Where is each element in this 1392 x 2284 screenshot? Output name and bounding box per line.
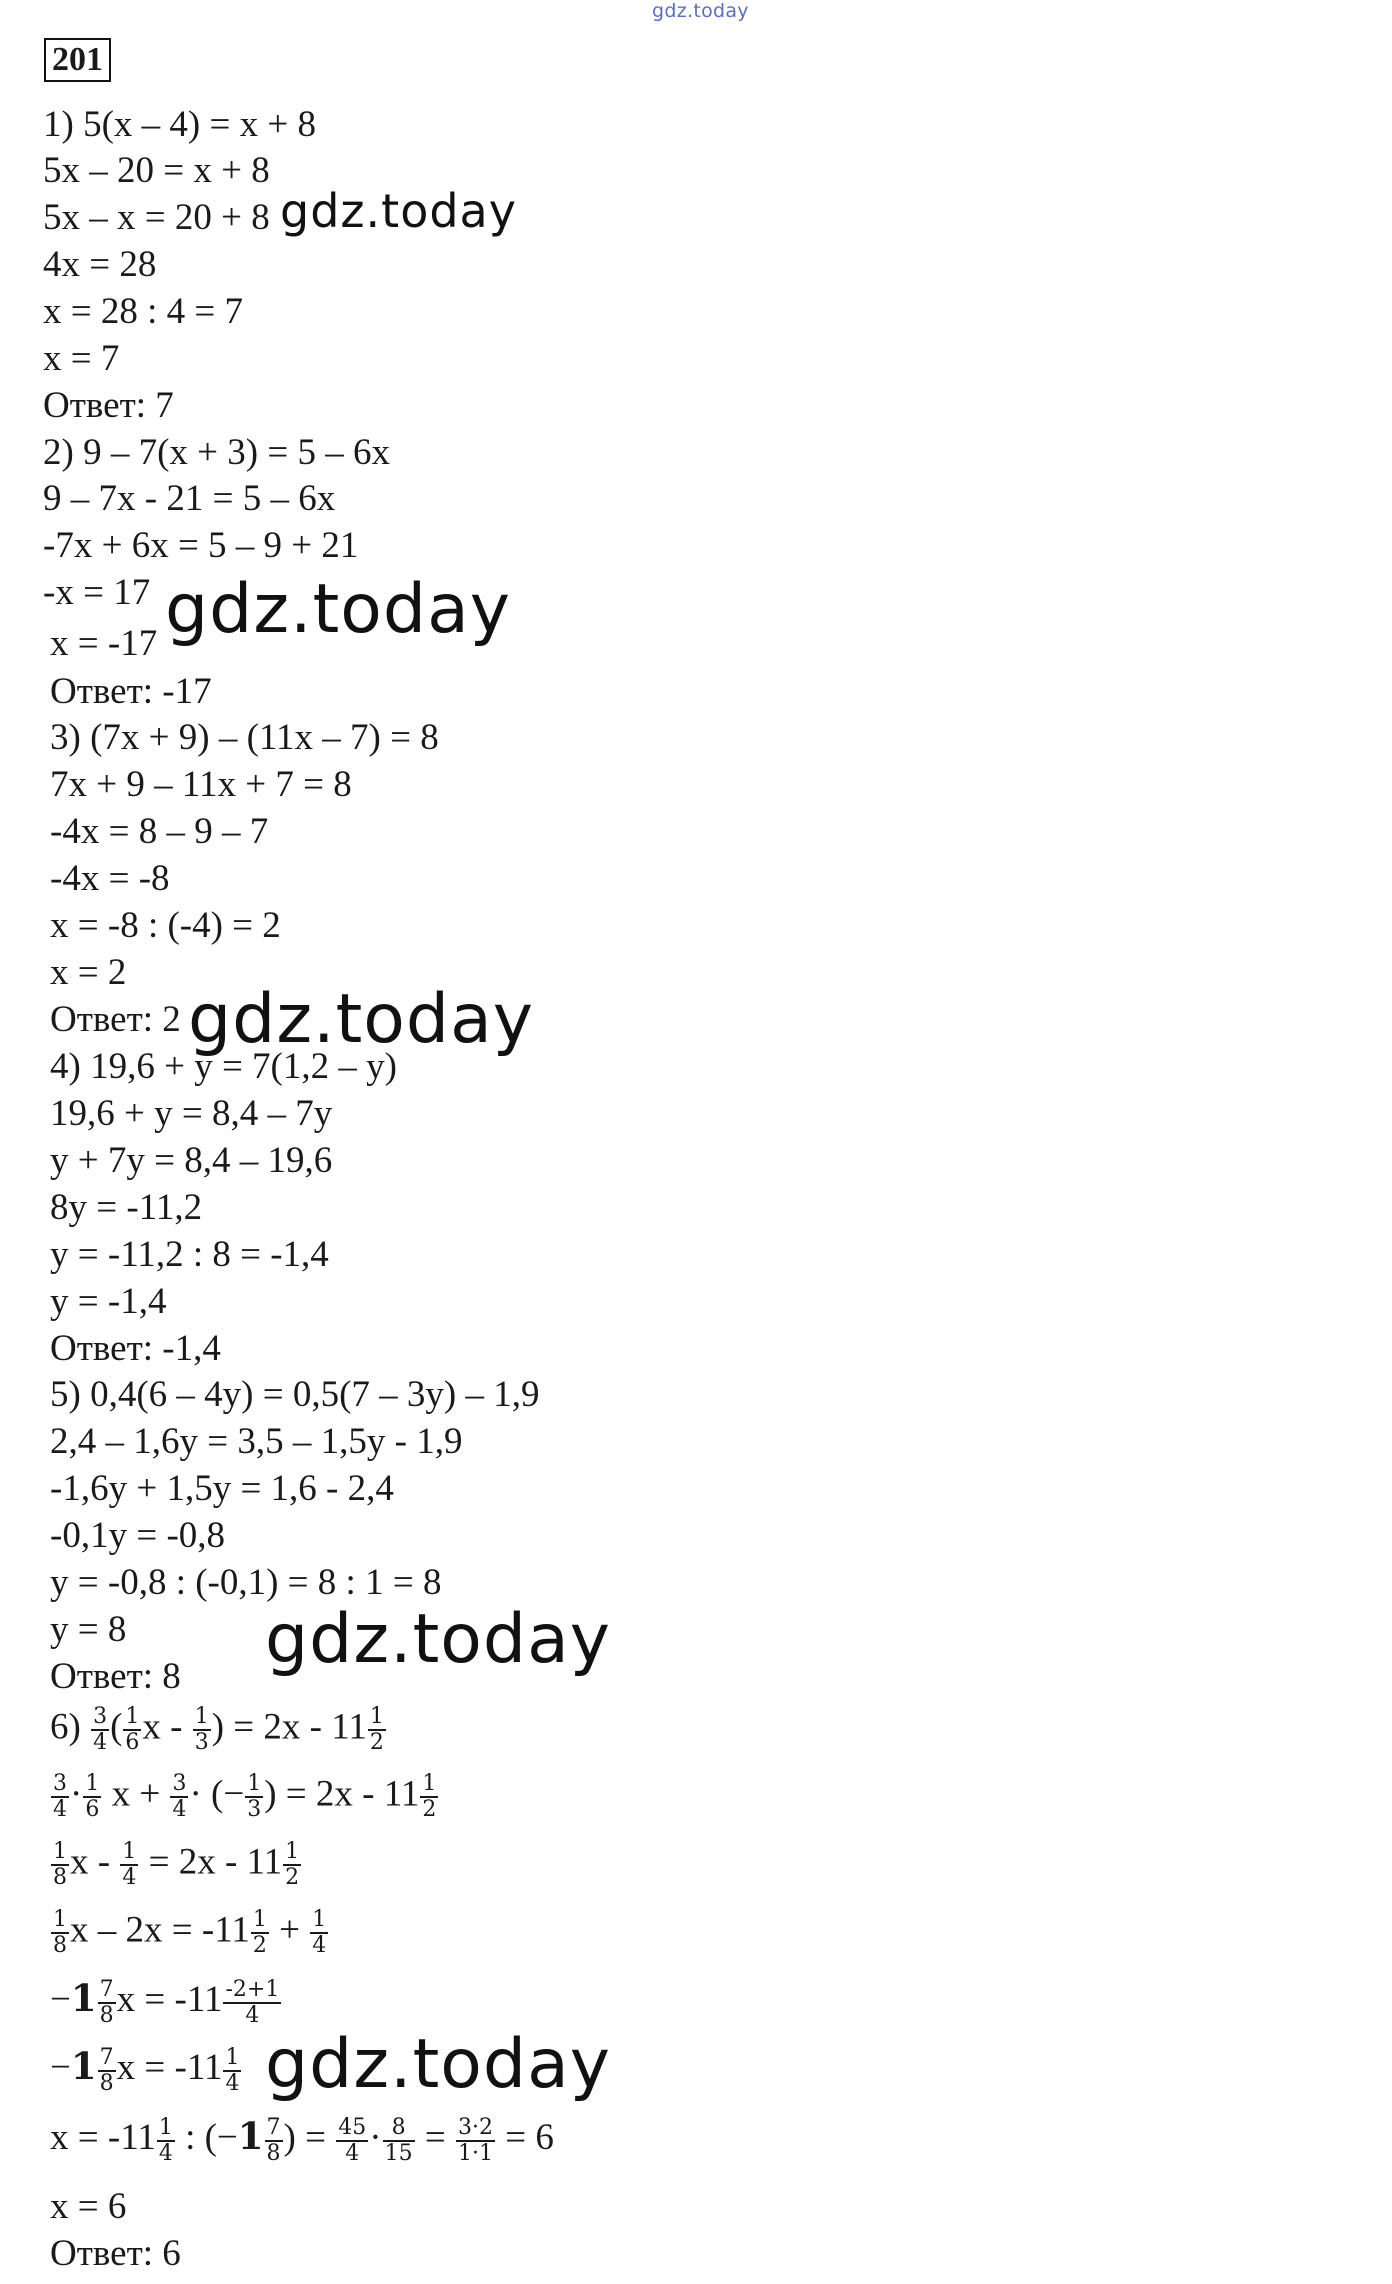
answer-line: Ответ: 2: [50, 999, 181, 1040]
text: (−: [201, 1773, 245, 1815]
denominator: 4: [53, 1797, 67, 1822]
line: -4x = -8: [50, 858, 170, 899]
line: 1) 5(x – 4) = x + 8: [43, 104, 316, 145]
text: = 2x - 11: [139, 1841, 283, 1883]
fraction: [98, 1978, 116, 2028]
line: 3) (7x + 9) – (11x – 7) = 8: [50, 717, 439, 758]
text: (: [110, 1706, 123, 1748]
text: ·: [189, 1773, 202, 1815]
line: y = 8: [50, 1609, 127, 1650]
numerator: 1: [247, 1771, 262, 1796]
denominator: 2: [422, 1797, 437, 1822]
watermark: gdz.today: [280, 184, 517, 238]
answer-line: Ответ: 8: [50, 1656, 181, 1697]
denominator: 4: [312, 1933, 327, 1958]
fraction: [123, 1705, 141, 1755]
text: x = -11: [116, 2047, 223, 2088]
denominator: 8: [99, 2002, 114, 2028]
line: 7x + 9 – 11x + 7 = 8: [50, 764, 352, 805]
text: −: [50, 1979, 71, 2020]
watermark: gdz.today: [265, 2025, 611, 2104]
line: -x = 17: [43, 572, 151, 613]
denominator: 3: [194, 1730, 209, 1755]
fraction-line: [50, 1908, 329, 1958]
line: 5x – x = 20 + 8: [43, 197, 270, 238]
watermark: gdz.today: [188, 980, 534, 1059]
line: x = 28 : 4 = 7: [43, 291, 244, 332]
task-number: 201: [44, 38, 111, 82]
numerator: 1: [194, 1704, 209, 1729]
text: ·: [369, 2117, 382, 2158]
denominator: 8: [53, 1865, 67, 1890]
denominator: 4: [93, 1730, 108, 1755]
text: ) = 2x - 11: [211, 1706, 367, 1748]
numerator: 1: [285, 1839, 300, 1864]
denominator: 15: [384, 2140, 413, 2166]
line: -0,1y = -0,8: [50, 1515, 226, 1556]
fraction: [83, 1772, 101, 1822]
fraction: [310, 1908, 328, 1958]
numerator: 3: [93, 1704, 108, 1729]
watermark: gdz.today: [265, 1600, 611, 1679]
denominator: 3: [247, 1797, 262, 1822]
numerator: 3: [53, 1771, 67, 1796]
line: -4x = 8 – 9 – 7: [50, 811, 269, 852]
text: ) = 2x - 11: [264, 1773, 420, 1815]
line: x = 2: [50, 952, 127, 993]
fraction: [383, 2116, 415, 2166]
numerator: 1: [85, 1771, 100, 1796]
text: 1: [237, 2114, 264, 2158]
text: ) =: [283, 2117, 336, 2158]
numerator: 1: [125, 1704, 140, 1729]
answer-line: Ответ: -17: [50, 671, 212, 712]
numerator: -2+1: [225, 1976, 280, 2002]
fraction-line: [50, 1976, 282, 2028]
line: x = 7: [43, 338, 120, 379]
fraction: [51, 1908, 69, 1958]
line: 2,4 – 1,6y = 3,5 – 1,5y - 1,9: [50, 1421, 463, 1462]
text: x – 2x = -11: [70, 1909, 250, 1951]
numerator: 1: [252, 1907, 267, 1932]
text: +: [269, 1909, 310, 1951]
text: 6): [50, 1706, 81, 1748]
numerator: 7: [99, 2044, 114, 2070]
denominator: 4: [225, 2070, 240, 2096]
line: 19,6 + y = 8,4 – 7y: [50, 1093, 333, 1134]
line: x = -8 : (-4) = 2: [50, 905, 281, 946]
numerator: 7: [99, 1976, 114, 2002]
fraction-line: [50, 1772, 439, 1822]
numerator: 1: [53, 1907, 67, 1932]
numerator: 1: [158, 2114, 173, 2140]
denominator: 4: [122, 1865, 137, 1890]
text: x = -11: [116, 1979, 223, 2020]
text: = 6: [495, 2117, 554, 2158]
numerator: 1: [422, 1771, 437, 1796]
numerator: 3: [172, 1771, 187, 1796]
fraction: [170, 1772, 188, 1822]
line: 9 – 7x - 21 = 5 – 6x: [43, 478, 336, 519]
fraction: [120, 1840, 138, 1890]
fraction-line: [50, 1840, 302, 1890]
denominator: 6: [85, 1797, 100, 1822]
fraction: [157, 2116, 175, 2166]
denominator: 8: [266, 2140, 281, 2166]
fraction: [193, 1705, 211, 1755]
fraction: [336, 2116, 368, 2166]
denominator: 1·1: [457, 2140, 493, 2166]
line: 4x = 28: [43, 244, 157, 285]
text: x -: [142, 1706, 192, 1748]
line: -7x + 6x = 5 – 9 + 21: [43, 525, 359, 566]
fraction-line: [50, 2114, 554, 2166]
text: x -: [70, 1841, 120, 1883]
numerator: 7: [266, 2114, 281, 2140]
answer-line: Ответ: -1,4: [50, 1328, 221, 1369]
denominator: 8: [99, 2070, 114, 2096]
line: 5) 0,4(6 – 4y) = 0,5(7 – 3y) – 1,9: [50, 1374, 540, 1415]
fraction: [265, 2116, 283, 2166]
line: y = -0,8 : (-0,1) = 8 : 1 = 8: [50, 1562, 442, 1603]
denominator: 8: [53, 1933, 67, 1958]
fraction: [51, 1840, 69, 1890]
denominator: 4: [345, 2140, 360, 2166]
numerator: 8: [383, 2116, 415, 2142]
line: y + 7y = 8,4 – 19,6: [50, 1140, 333, 1181]
answer-line: Ответ: 6: [50, 2233, 181, 2274]
fraction: [368, 1705, 386, 1755]
fraction: [251, 1908, 269, 1958]
fraction-line: [50, 2044, 242, 2096]
watermark-top: gdz.today: [652, 0, 749, 22]
text: x = -11: [50, 2117, 156, 2158]
denominator: 4: [172, 1797, 187, 1822]
line: x = 6: [50, 2186, 127, 2227]
numerator: 1: [312, 1907, 327, 1932]
fraction: [245, 1772, 263, 1822]
answer-line: Ответ: 7: [43, 385, 174, 426]
text: =: [415, 2117, 455, 2158]
fraction: [223, 1978, 281, 2028]
line: 8y = -11,2: [50, 1187, 203, 1228]
denominator: 4: [158, 2140, 173, 2166]
line: y = -11,2 : 8 = -1,4: [50, 1234, 329, 1275]
fraction: [283, 1840, 301, 1890]
fraction: [98, 2046, 116, 2096]
text: 1: [70, 2044, 97, 2088]
denominator: 2: [285, 1865, 300, 1890]
text: 1: [70, 1976, 97, 2020]
text: ·: [70, 1773, 83, 1815]
line: 2) 9 – 7(x + 3) = 5 – 6x: [43, 432, 390, 473]
fraction: [223, 2046, 241, 2096]
numerator: 1: [225, 2044, 240, 2070]
fraction: [51, 1772, 69, 1822]
watermark: gdz.today: [165, 570, 511, 649]
numerator: 1: [369, 1704, 384, 1729]
text: : (−: [175, 2117, 238, 2158]
line: x = -17: [50, 623, 158, 664]
denominator: 6: [125, 1730, 140, 1755]
numerator: 1: [122, 1839, 137, 1864]
fraction: [420, 1772, 438, 1822]
numerator: 45: [338, 2114, 367, 2140]
denominator: 2: [252, 1933, 267, 1958]
line: 5x – 20 = x + 8: [43, 150, 270, 191]
numerator: 3·2: [457, 2114, 493, 2140]
line: y = -1,4: [50, 1281, 167, 1322]
numerator: 1: [53, 1839, 67, 1864]
fraction: [91, 1705, 109, 1755]
line: 4) 19,6 + y = 7(1,2 – y): [50, 1046, 397, 1087]
denominator: 2: [369, 1730, 384, 1755]
fraction: [456, 2116, 495, 2166]
denominator: 4: [245, 2002, 260, 2028]
text: −: [50, 2047, 71, 2088]
text: x +: [102, 1773, 170, 1815]
line: -1,6y + 1,5y = 1,6 - 2,4: [50, 1468, 394, 1509]
fraction-line: [50, 1705, 387, 1755]
